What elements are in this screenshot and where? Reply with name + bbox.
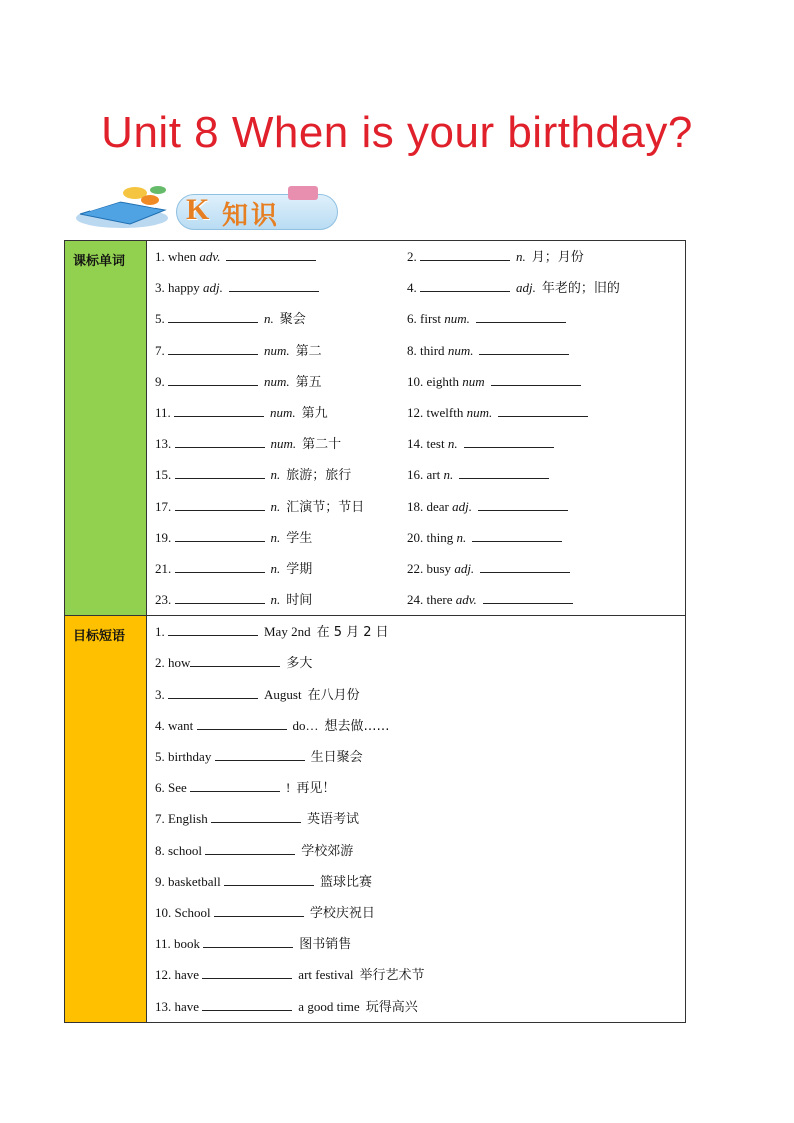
phrase-lead: 2. how	[155, 655, 191, 671]
answer-blank[interactable]	[480, 558, 570, 573]
vocab-word: 13.	[155, 436, 175, 452]
answer-blank[interactable]	[190, 777, 280, 792]
phrase-lead: 3.	[155, 686, 168, 702]
vocab-word: 8. third	[407, 342, 448, 358]
part-of-speech: num.	[466, 404, 493, 420]
answer-blank[interactable]	[175, 433, 265, 448]
part-of-speech: n.	[270, 529, 281, 545]
chinese-meaning: 第五	[295, 374, 322, 390]
phrase-tail: art festival	[298, 967, 354, 983]
part-of-speech: n.	[443, 467, 454, 483]
vocab-word: 12. twelfth	[407, 404, 467, 420]
phrase-lead: 1.	[155, 624, 168, 640]
answer-blank[interactable]	[197, 715, 287, 730]
answer-blank[interactable]	[215, 746, 305, 761]
vocab-word: 16. art	[407, 467, 444, 483]
answer-blank[interactable]	[479, 340, 569, 355]
vocab-word: 14. test	[407, 436, 448, 452]
vocab-word: 1. when	[155, 249, 200, 264]
answer-blank[interactable]	[472, 527, 562, 542]
vocab-word: 2.	[407, 249, 420, 264]
answer-blank[interactable]	[420, 277, 510, 292]
phrase-row	[147, 959, 685, 990]
answer-blank[interactable]	[202, 964, 292, 979]
vocab-word: 18. dear	[407, 498, 453, 514]
answer-blank[interactable]	[168, 308, 258, 323]
answer-blank[interactable]	[491, 371, 581, 386]
vocab-item	[155, 459, 351, 491]
phrase-row	[147, 991, 685, 1022]
vocab-item	[155, 272, 319, 303]
vocab-row	[147, 491, 685, 522]
vocab-word: 5.	[155, 311, 168, 327]
vocab-item	[155, 335, 322, 367]
vocab-item	[155, 303, 306, 335]
chinese-meaning: 生日聚会	[310, 750, 363, 765]
vocab-item	[407, 397, 588, 428]
vocab-item	[407, 303, 566, 334]
answer-blank[interactable]	[175, 496, 265, 511]
answer-blank[interactable]	[211, 808, 301, 823]
phrase-tail: do…	[292, 717, 319, 733]
part-of-speech: adj.	[203, 280, 223, 296]
vocab-cell	[147, 241, 686, 616]
answer-blank[interactable]	[168, 371, 258, 386]
vocab-item	[155, 366, 322, 398]
phrase-row	[147, 803, 685, 834]
phrase-lead: 4. want	[155, 717, 197, 733]
answer-blank[interactable]	[498, 402, 588, 417]
phrase-tail: a good time	[298, 998, 360, 1014]
page-title: Unit 8 When is your birthday?	[101, 108, 693, 157]
chinese-meaning: 举行艺术节	[359, 968, 425, 984]
vocab-word: 23.	[155, 592, 175, 608]
phrase-row	[147, 772, 685, 803]
phrase-tail: !	[286, 780, 291, 796]
chinese-meaning: 再见！	[296, 781, 336, 797]
chinese-meaning: 时间	[286, 593, 313, 609]
part-of-speech: n.	[270, 498, 281, 514]
answer-blank[interactable]	[226, 246, 316, 261]
vocab-word: 21.	[155, 560, 175, 576]
answer-blank[interactable]	[478, 496, 568, 511]
phrase-lead: 7. English	[155, 811, 211, 827]
phrase-lead: 10. School	[155, 904, 214, 920]
vocab-word: 15.	[155, 467, 175, 483]
chinese-meaning: 月；月份	[531, 250, 584, 265]
vocab-item	[155, 397, 328, 429]
part-of-speech: n.	[516, 249, 526, 264]
vocab-word: 9.	[155, 373, 168, 389]
chinese-meaning: 第二十	[302, 437, 342, 453]
part-of-speech: num.	[264, 342, 290, 358]
phrase-row	[147, 710, 685, 741]
chinese-meaning: 学校庆祝日	[309, 905, 375, 921]
vocab-word: 17.	[155, 498, 175, 514]
vocab-word: 20. thing	[407, 529, 457, 545]
vocab-row	[147, 584, 685, 615]
worksheet-table	[64, 240, 686, 1023]
phrase-row	[147, 647, 685, 678]
phrase-tail: May 2nd	[264, 624, 311, 640]
chinese-meaning: 旅游；旅行	[286, 468, 352, 484]
vocab-row	[147, 303, 685, 334]
vocab-word: 22. busy	[407, 560, 455, 576]
vocab-item	[155, 428, 341, 460]
answer-blank[interactable]	[202, 996, 292, 1011]
phrase-lead: 9. basketball	[155, 873, 224, 889]
vocab-item	[407, 459, 549, 490]
vocab-item	[155, 522, 312, 554]
vocab-word: 6. first	[407, 311, 445, 327]
phrase-lead: 11. book	[155, 936, 204, 952]
phrases-cell	[147, 616, 686, 1022]
vocab-item	[407, 272, 620, 304]
chinese-meaning: 年老的；旧的	[541, 281, 620, 297]
chinese-meaning: 聚会	[279, 312, 306, 328]
answer-blank[interactable]	[190, 652, 280, 667]
chinese-meaning: 玩得高兴	[365, 999, 418, 1015]
vocab-item	[407, 584, 573, 615]
part-of-speech: n.	[264, 311, 274, 327]
phrase-row	[147, 897, 685, 928]
vocab-row	[147, 553, 685, 584]
phrase-lead: 5. birthday	[155, 749, 215, 764]
vocab-item	[155, 241, 316, 272]
chinese-meaning: 第二	[295, 343, 322, 359]
vocab-row	[147, 397, 685, 428]
vocab-row	[147, 522, 685, 553]
answer-blank[interactable]	[229, 277, 319, 292]
answer-blank[interactable]	[476, 308, 566, 323]
phrase-row	[147, 928, 685, 959]
answer-blank[interactable]	[214, 902, 304, 917]
chinese-meaning: 篮球比赛	[319, 874, 372, 890]
answer-blank[interactable]	[168, 684, 258, 699]
answer-blank[interactable]	[483, 589, 573, 604]
chinese-meaning: 学校郊游	[301, 843, 354, 859]
answer-blank[interactable]	[168, 340, 258, 355]
phrase-row	[147, 866, 685, 897]
answer-blank[interactable]	[175, 527, 265, 542]
phrase-row	[147, 835, 685, 866]
vocab-item	[407, 335, 569, 366]
chinese-meaning: 想去做……	[324, 718, 390, 734]
part-of-speech: n.	[270, 592, 281, 608]
vocab-item	[407, 491, 568, 522]
vocab-word: 7.	[155, 342, 168, 358]
answer-blank[interactable]	[175, 589, 265, 604]
part-of-speech: adj.	[452, 498, 472, 514]
vocab-word: 19.	[155, 529, 175, 545]
vocab-item	[155, 584, 312, 616]
phrases-label: 目标短语	[65, 616, 147, 1022]
chinese-meaning: 在八月份	[307, 687, 360, 703]
chinese-meaning: 汇演节；节日	[286, 499, 365, 515]
phrase-lead: 13. have	[155, 998, 203, 1014]
vocab-row	[147, 241, 685, 272]
chinese-meaning: 第九	[301, 405, 328, 421]
answer-blank[interactable]	[168, 621, 258, 636]
vocab-word: 4.	[407, 280, 420, 296]
phrase-row	[147, 616, 685, 647]
answer-blank[interactable]	[205, 840, 295, 855]
part-of-speech: n.	[270, 560, 281, 576]
part-of-speech: adj.	[516, 280, 536, 296]
vocab-label: 课标单词	[65, 241, 147, 616]
part-of-speech: n.	[447, 436, 458, 452]
chinese-meaning: 学期	[286, 561, 313, 577]
answer-blank[interactable]	[224, 871, 314, 886]
answer-blank[interactable]	[464, 433, 554, 448]
chinese-meaning: 英语考试	[306, 812, 359, 828]
pin-icon	[288, 186, 318, 200]
vocab-row	[147, 335, 685, 366]
part-of-speech: num	[462, 373, 485, 389]
answer-blank[interactable]	[203, 933, 293, 948]
vocab-item	[407, 522, 562, 553]
vocab-word: 11.	[155, 404, 175, 420]
vocab-item	[407, 553, 570, 584]
vocab-row	[147, 459, 685, 490]
phrase-row	[147, 679, 685, 710]
phrase-lead: 6. See	[155, 780, 191, 796]
part-of-speech: num.	[270, 404, 296, 420]
chinese-meaning: 多大	[286, 656, 313, 672]
part-of-speech: num.	[444, 311, 470, 327]
part-of-speech: num.	[264, 373, 290, 389]
chinese-meaning: 图书销售	[299, 937, 352, 953]
part-of-speech: adv.	[199, 249, 221, 264]
vocab-item	[155, 491, 364, 523]
vocab-row	[147, 428, 685, 459]
chinese-meaning: 学生	[286, 530, 313, 546]
answer-blank[interactable]	[420, 246, 510, 261]
vocab-item	[155, 553, 312, 585]
vocab-item	[407, 366, 581, 397]
vocab-row	[147, 366, 685, 397]
part-of-speech: adj.	[454, 560, 475, 576]
vocab-word: 3. happy	[155, 280, 204, 296]
answer-blank[interactable]	[175, 558, 265, 573]
answer-blank[interactable]	[174, 402, 264, 417]
section-label: 知识	[222, 201, 281, 231]
vocab-item	[407, 428, 554, 459]
phrase-lead: 12. have	[155, 967, 203, 983]
part-of-speech: num.	[270, 436, 297, 452]
vocab-item	[407, 241, 584, 273]
vocab-row	[147, 272, 685, 303]
phrase-tail: August	[264, 686, 302, 702]
part-of-speech: n.	[456, 529, 467, 545]
answer-blank[interactable]	[459, 464, 549, 479]
answer-blank[interactable]	[175, 464, 265, 479]
vocab-word: 24. there	[407, 592, 456, 608]
part-of-speech: num.	[447, 342, 474, 358]
part-of-speech: adv.	[455, 592, 477, 608]
vocab-word: 10. eighth	[407, 373, 463, 389]
phrase-lead: 8. school	[155, 842, 206, 858]
section-letter: K	[186, 193, 210, 226]
part-of-speech: n.	[270, 467, 281, 483]
phrase-row	[147, 741, 685, 772]
chinese-meaning: 在 5 月 2 日	[316, 625, 389, 641]
